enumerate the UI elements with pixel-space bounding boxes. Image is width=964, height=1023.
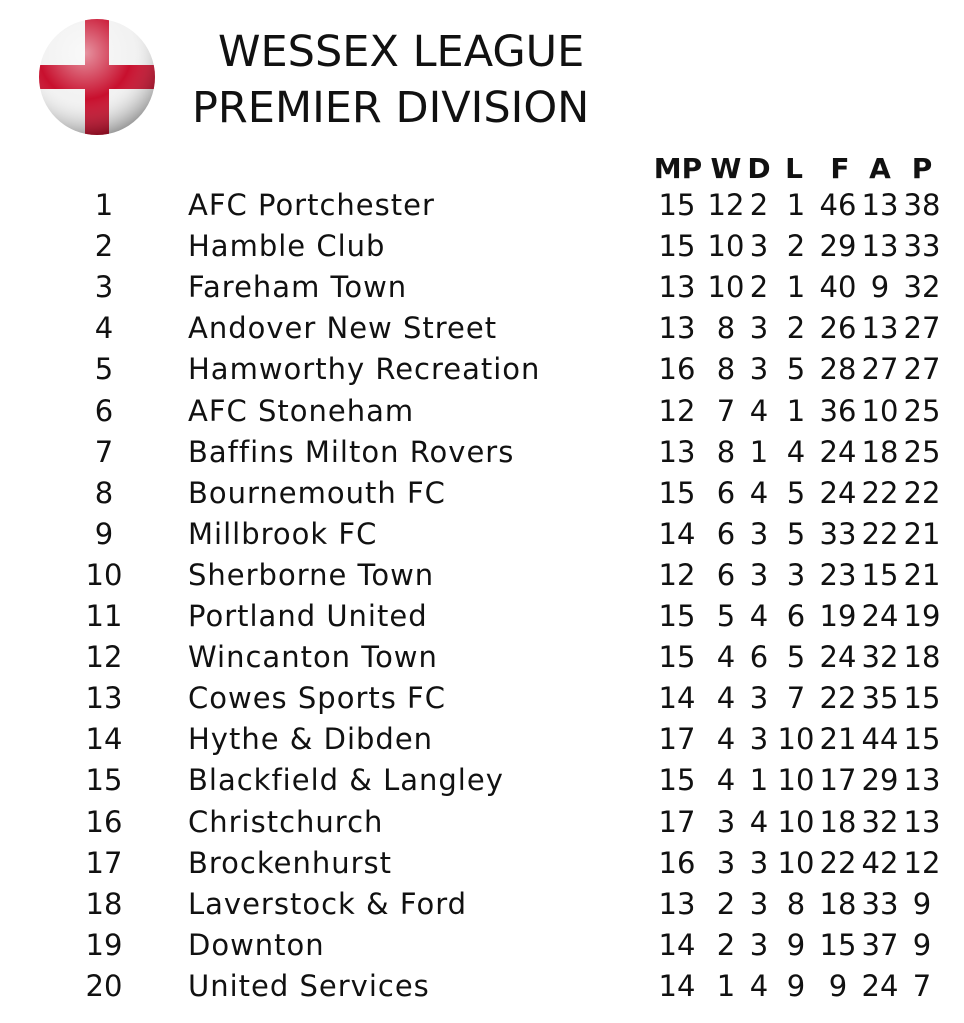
draws-cell: 1 [749, 763, 769, 798]
losses-cell: 5 [786, 516, 806, 551]
goals-against-cell: 27 [861, 352, 899, 387]
points-cell: 33 [903, 229, 941, 264]
points-cell: 22 [903, 475, 941, 510]
goals-against-cell: 33 [861, 886, 899, 921]
table-row [0, 391, 964, 432]
draws-cell: 3 [749, 229, 769, 264]
position-cell: 9 [94, 516, 114, 551]
goals-for-cell: 26 [819, 311, 857, 346]
draws-cell: 3 [749, 516, 769, 551]
draws-cell: 4 [749, 968, 769, 1003]
points-cell: 15 [903, 681, 941, 716]
matches-played-cell: 13 [658, 434, 696, 469]
table-row [0, 884, 964, 925]
draws-cell: 4 [749, 599, 769, 633]
team-name: Hamble Club [188, 229, 386, 264]
wins-cell: 4 [716, 722, 736, 757]
wins-cell: 8 [716, 352, 736, 387]
position-cell: 20 [85, 968, 123, 1003]
losses-cell: 10 [777, 804, 815, 839]
goals-against-cell: 18 [861, 434, 899, 469]
position-cell: 11 [85, 599, 123, 633]
matches-played-cell: 14 [658, 516, 696, 551]
team-name: Bournemouth FC [188, 475, 446, 510]
table-row [0, 966, 964, 1007]
matches-played-cell: 15 [658, 229, 696, 264]
wins-cell: 6 [716, 557, 736, 592]
points-cell: 13 [903, 804, 941, 839]
position-cell: 14 [85, 722, 123, 757]
position-cell: 15 [85, 763, 123, 798]
team-name: Millbrook FC [188, 516, 378, 551]
draws-cell: 6 [749, 640, 769, 675]
wins-cell: 12 [707, 188, 745, 222]
goals-against-cell: 13 [861, 311, 899, 346]
matches-played-cell: 16 [658, 845, 696, 880]
goals-for-cell: 18 [819, 804, 857, 839]
wins-cell: 8 [716, 311, 736, 346]
goals-for-cell: 29 [819, 229, 857, 264]
header-f: F [830, 152, 850, 185]
team-name: Hamworthy Recreation [188, 352, 541, 387]
goals-against-cell: 35 [861, 681, 899, 716]
position-cell: 10 [85, 557, 123, 592]
goals-for-cell: 18 [819, 886, 857, 921]
goals-for-cell: 23 [819, 557, 857, 592]
table-row [0, 843, 964, 884]
position-cell: 5 [94, 352, 114, 387]
goals-against-cell: 24 [861, 968, 899, 1003]
matches-played-cell: 15 [658, 599, 696, 633]
table-row [0, 678, 964, 719]
matches-played-cell: 13 [658, 311, 696, 346]
losses-cell: 5 [786, 352, 806, 387]
position-cell: 18 [85, 886, 123, 921]
team-name: Hythe & Dibden [188, 722, 434, 757]
losses-cell: 1 [786, 393, 806, 428]
table-row [0, 308, 964, 349]
losses-cell: 10 [777, 722, 815, 757]
points-cell: 19 [903, 599, 941, 633]
goals-for-cell: 46 [819, 188, 857, 222]
goals-for-cell: 21 [819, 722, 857, 757]
team-name: Brockenhurst [188, 845, 393, 880]
goals-for-cell: 9 [828, 968, 848, 1003]
goals-against-cell: 37 [861, 927, 899, 962]
team-name: Downton [188, 927, 325, 962]
table-header [0, 148, 964, 189]
points-cell: 15 [903, 722, 941, 757]
header-w: W [710, 152, 742, 185]
table-row [0, 473, 964, 514]
goals-against-cell: 22 [861, 516, 899, 551]
goals-against-cell: 13 [861, 188, 899, 222]
matches-played-cell: 16 [658, 352, 696, 387]
position-cell: 7 [94, 434, 114, 469]
matches-played-cell: 17 [658, 722, 696, 757]
losses-cell: 1 [786, 270, 806, 305]
goals-for-cell: 33 [819, 516, 857, 551]
losses-cell: 7 [786, 681, 806, 716]
team-name: Andover New Street [188, 311, 498, 346]
losses-cell: 2 [786, 229, 806, 264]
position-cell: 19 [85, 927, 123, 962]
matches-played-cell: 12 [658, 557, 696, 592]
draws-cell: 3 [749, 722, 769, 757]
wins-cell: 2 [716, 927, 736, 962]
header-mp: MP [653, 152, 703, 185]
matches-played-cell: 14 [658, 681, 696, 716]
matches-played-cell: 17 [658, 804, 696, 839]
points-cell: 21 [903, 557, 941, 592]
points-cell: 18 [903, 640, 941, 675]
table-row [0, 267, 964, 308]
goals-against-cell: 32 [861, 804, 899, 839]
goals-for-cell: 19 [819, 599, 857, 633]
position-cell: 13 [85, 681, 123, 716]
team-name: AFC Stoneham [188, 393, 415, 428]
wins-cell: 5 [716, 599, 736, 633]
wins-cell: 1 [716, 968, 736, 1003]
team-name: Baffins Milton Rovers [188, 434, 515, 469]
position-cell: 12 [85, 640, 123, 675]
matches-played-cell: 12 [658, 393, 696, 428]
header-l: L [785, 152, 803, 185]
matches-played-cell: 15 [658, 763, 696, 798]
points-cell: 21 [903, 516, 941, 551]
goals-against-cell: 9 [870, 270, 890, 305]
goals-for-cell: 17 [819, 763, 857, 798]
wins-cell: 4 [716, 640, 736, 675]
draws-cell: 3 [749, 927, 769, 962]
position-cell: 8 [94, 475, 114, 510]
team-name: Wincanton Town [188, 640, 438, 675]
losses-cell: 5 [786, 475, 806, 510]
points-cell: 9 [912, 927, 932, 962]
losses-cell: 4 [786, 434, 806, 469]
goals-for-cell: 24 [819, 640, 857, 675]
table-row [0, 925, 964, 966]
table-row [0, 432, 964, 473]
header-d: D [747, 152, 771, 185]
goals-against-cell: 44 [861, 722, 899, 757]
team-name: Blackfield & Langley [188, 763, 504, 798]
goals-against-cell: 32 [861, 640, 899, 675]
points-cell: 12 [903, 845, 941, 880]
draws-cell: 3 [749, 681, 769, 716]
losses-cell: 8 [786, 886, 806, 921]
position-cell: 4 [94, 311, 114, 346]
points-cell: 25 [903, 434, 941, 469]
table-row [0, 596, 964, 637]
header-a: A [869, 152, 891, 185]
matches-played-cell: 15 [658, 640, 696, 675]
draws-cell: 3 [749, 845, 769, 880]
draws-cell: 3 [749, 557, 769, 592]
points-cell: 25 [903, 393, 941, 428]
team-name: Cowes Sports FC [188, 681, 446, 716]
wins-cell: 4 [716, 763, 736, 798]
goals-against-cell: 29 [861, 763, 899, 798]
wins-cell: 7 [716, 393, 736, 428]
table-row [0, 349, 964, 390]
goals-for-cell: 22 [819, 681, 857, 716]
losses-cell: 2 [786, 311, 806, 346]
table-row [0, 719, 964, 760]
wins-cell: 4 [716, 681, 736, 716]
wins-cell: 6 [716, 516, 736, 551]
title-line-1: WESSEX LEAGUE [218, 27, 585, 77]
team-name: Portland United [188, 599, 428, 633]
page-title [192, 24, 589, 136]
header-p: P [911, 152, 933, 185]
losses-cell: 9 [786, 927, 806, 962]
draws-cell: 3 [749, 886, 769, 921]
position-cell: 17 [85, 845, 123, 880]
points-cell: 38 [903, 188, 941, 222]
table-row [0, 185, 964, 226]
goals-against-cell: 13 [861, 229, 899, 264]
matches-played-cell: 15 [658, 475, 696, 510]
goals-against-cell: 42 [861, 845, 899, 880]
wins-cell: 3 [716, 845, 736, 880]
matches-played-cell: 15 [658, 188, 696, 222]
position-cell: 3 [94, 270, 114, 305]
matches-played-cell: 13 [658, 886, 696, 921]
wins-cell: 10 [707, 270, 745, 305]
team-name: AFC Portchester [188, 188, 435, 222]
position-cell: 16 [85, 804, 123, 839]
team-name: Sherborne Town [188, 557, 435, 592]
points-cell: 32 [903, 270, 941, 305]
losses-cell: 10 [777, 845, 815, 880]
goals-against-cell: 15 [861, 557, 899, 592]
draws-cell: 1 [749, 434, 769, 469]
wins-cell: 2 [716, 886, 736, 921]
goals-against-cell: 10 [861, 393, 899, 428]
table-row [0, 514, 964, 555]
team-name: Christchurch [188, 804, 384, 839]
losses-cell: 10 [777, 763, 815, 798]
goals-against-cell: 22 [861, 475, 899, 510]
points-cell: 27 [903, 352, 941, 387]
goals-against-cell: 24 [861, 599, 899, 633]
table-row [0, 555, 964, 596]
draws-cell: 3 [749, 311, 769, 346]
draws-cell: 4 [749, 393, 769, 428]
draws-cell: 4 [749, 804, 769, 839]
losses-cell: 1 [786, 188, 806, 222]
draws-cell: 3 [749, 352, 769, 387]
position-cell: 6 [94, 393, 114, 428]
matches-played-cell: 14 [658, 927, 696, 962]
draws-cell: 2 [749, 188, 769, 222]
wins-cell: 10 [707, 229, 745, 264]
position-cell: 1 [94, 188, 114, 222]
goals-for-cell: 36 [819, 393, 857, 428]
wins-cell: 8 [716, 434, 736, 469]
matches-played-cell: 14 [658, 968, 696, 1003]
title-line-2: PREMIER DIVISION [192, 83, 590, 133]
losses-cell: 5 [786, 640, 806, 675]
goals-for-cell: 15 [819, 927, 857, 962]
position-cell: 2 [94, 229, 114, 264]
team-name: United Services [188, 968, 430, 1003]
losses-cell: 6 [786, 599, 806, 633]
goals-for-cell: 28 [819, 352, 857, 387]
wins-cell: 6 [716, 475, 736, 510]
losses-cell: 3 [786, 557, 806, 592]
draws-cell: 4 [749, 475, 769, 510]
points-cell: 7 [912, 968, 932, 1003]
points-cell: 27 [903, 311, 941, 346]
draws-cell: 2 [749, 270, 769, 305]
wins-cell: 3 [716, 804, 736, 839]
team-name: Fareham Town [188, 270, 408, 305]
table-row [0, 226, 964, 267]
losses-cell: 9 [786, 968, 806, 1003]
matches-played-cell: 13 [658, 270, 696, 305]
table-row [0, 802, 964, 843]
goals-for-cell: 40 [819, 270, 857, 305]
team-name: Laverstock & Ford [188, 886, 468, 921]
points-cell: 9 [912, 886, 932, 921]
table-row [0, 637, 964, 678]
points-cell: 13 [903, 763, 941, 798]
goals-for-cell: 22 [819, 845, 857, 880]
goals-for-cell: 24 [819, 434, 857, 469]
table-row [0, 760, 964, 801]
england-flag-icon [37, 17, 157, 137]
goals-for-cell: 24 [819, 475, 857, 510]
